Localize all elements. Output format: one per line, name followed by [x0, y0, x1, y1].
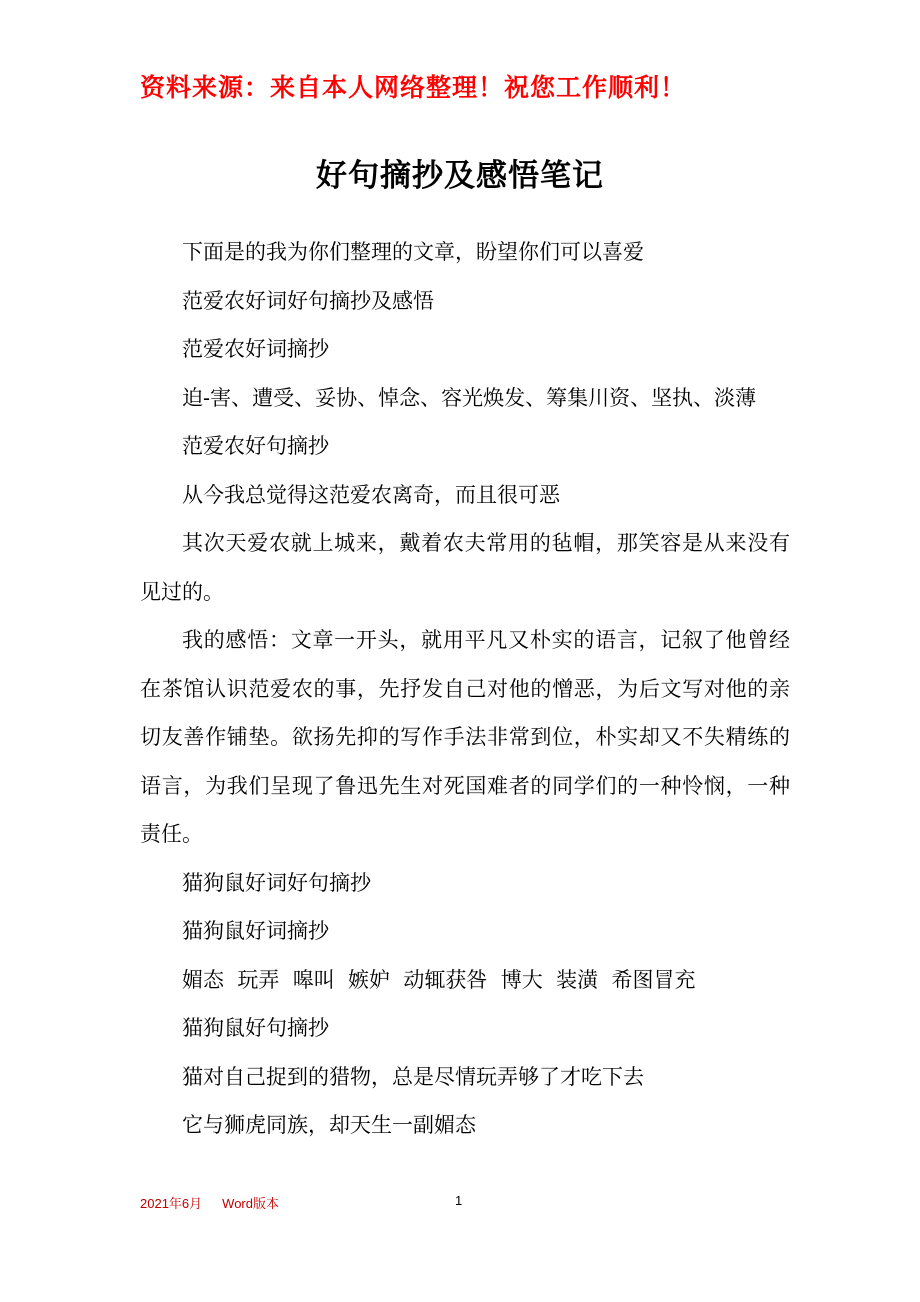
- paragraph-quote: 它与狮虎同族，却天生一副媚态: [182, 1113, 476, 1137]
- paragraph-quote: 其次天爱农就上城来，戴着农夫常用的毡帽，那笑容是从来没有见过的。: [140, 531, 790, 604]
- page-number: 1: [455, 1193, 463, 1208]
- section-heading: 猫狗鼠好词好句摘抄: [182, 870, 371, 895]
- footer-version: Word版本: [222, 1196, 279, 1211]
- paragraph-quote: 从今我总觉得这范爱农离奇，而且很可恶: [182, 482, 560, 507]
- document-body: [140, 228, 790, 1150]
- footer-date: 2021年6月: [140, 1196, 203, 1211]
- subsection-heading: 猫狗鼠好词摘抄: [182, 919, 329, 943]
- subsection-heading: 范爱农好句摘抄: [182, 434, 329, 458]
- document-title: 好句摘抄及感悟笔记: [316, 158, 604, 194]
- section-heading: 范爱农好词好句摘抄及感悟: [182, 288, 434, 313]
- paragraph-quote: 猫对自己捉到的猎物，总是尽情玩弄够了才吃下去: [182, 1064, 644, 1089]
- paragraph-intro: 下面是的我为你们整理的文章，盼望你们可以喜爱: [182, 240, 644, 264]
- paragraph-word-list: 迫-害、遭受、妥协、悼念、容光焕发、筹集川资、坚执、淡薄: [182, 385, 757, 410]
- subsection-heading: 猫狗鼠好句摘抄: [182, 1016, 329, 1040]
- subsection-heading: 范爱农好词摘抄: [182, 337, 329, 361]
- paragraph-reflection: 我的感悟：文章一开头，就用平凡又朴实的语言，记叙了他曾经在茶馆认识范爱农的事，先抒发自己对他的憎恶，为后文写对他的亲切友善作铺垫。欲扬先抑的写作手法非常到位，朴实却又不失精练的语言，为我们呈现了鲁迅先生对死国难者的同学们的一种怜悯，一种责任。: [140, 628, 790, 846]
- paragraph-word-list: 媚态 玩弄 嗥叫 嫉妒 动辄获咎 博大 装潢 希图冒充: [182, 967, 696, 992]
- source-banner: 资料来源：来自本人网络整理！祝您工作顺利！: [140, 73, 687, 102]
- footer-info: [140, 1193, 279, 1212]
